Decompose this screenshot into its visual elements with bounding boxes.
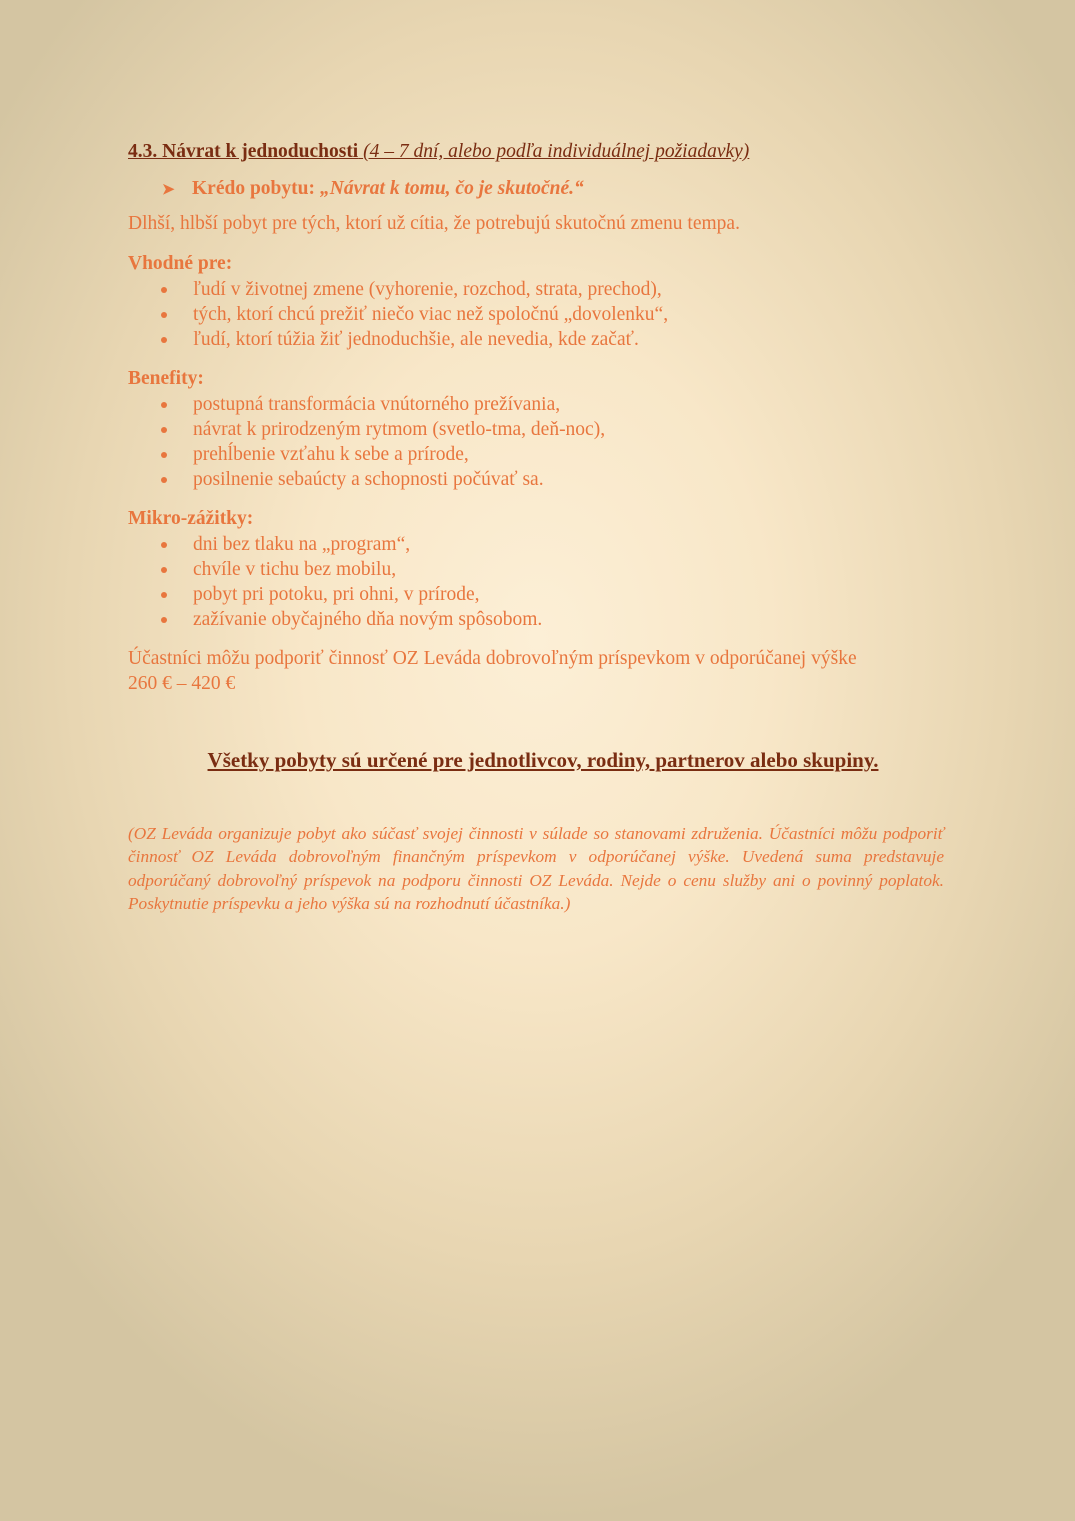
- bullet-dot-icon: [161, 312, 167, 318]
- section-title: [128, 138, 944, 166]
- list-item-text: zažívanie obyčajného dňa novým spôsobom.: [193, 609, 543, 630]
- bullet-dot-icon: [161, 337, 167, 343]
- contribution-text: Účastníci môžu podporiť činnosť OZ Leváda dobrovoľným príspevkom v odporúčanej výške: [128, 648, 857, 669]
- list-item: [128, 607, 944, 632]
- list-item: [128, 582, 944, 607]
- disclaimer-paragraph: (OZ Leváda organizuje pobyt ako súčasť svojej činnosti v súlade so stanovami združenia. Účastníci môžu podporiť činnosť OZ Leváda dobrovoľným finančným príspevkom v odporúčanej výške. Uvedená suma predstavuje odporúčaný dobrovoľný príspevok na podporu činnosti OZ Leváda. Nejde o cenu služby ani o povinný poplatok. Poskytnutie príspevku a jeho výška sú na rozhodnutí účastníka.): [128, 824, 944, 913]
- micro-experiences-list: [128, 532, 944, 632]
- bullet-dot-icon: [161, 477, 167, 483]
- list-item-text: dni bez tlaku na „program“,: [193, 534, 411, 555]
- list-item-text: návrat k prirodzeným rytmom (svetlo-tma, deň-noc),: [193, 419, 606, 440]
- list-item-text: pobyt pri potoku, pri ohni, v prírode,: [193, 584, 480, 605]
- list-item: [128, 417, 944, 442]
- contribution-paragraph: [128, 646, 944, 696]
- list-item-text: postupná transformácia vnútorného prežívania,: [193, 394, 561, 415]
- list-item: [128, 277, 944, 302]
- list-item: [128, 557, 944, 582]
- document-page: [128, 138, 944, 915]
- benefits-heading: Benefity:: [128, 368, 204, 389]
- intro-text: Dlhší, hlbší pobyt pre tých, ktorí už cítia, že potrebujú skutočnú zmenu tempa.: [128, 213, 740, 234]
- bullet-dot-icon: [161, 592, 167, 598]
- bullet-dot-icon: [161, 287, 167, 293]
- bullet-dot-icon: [161, 617, 167, 623]
- arrow-right-icon: ➤: [162, 182, 175, 198]
- list-item-text: tých, ktorí chcú prežiť niečo viac než spoločnú „dovolenku“,: [193, 304, 669, 325]
- bullet-dot-icon: [161, 567, 167, 573]
- section-duration: (4 – 7 dní, alebo podľa individuálnej požiadavky): [363, 141, 750, 162]
- list-item-text: ľudí, ktorí túžia žiť jednoduchšie, ale nevedia, kde začať.: [193, 329, 639, 350]
- list-item: [128, 392, 944, 417]
- list-item-text: posilnenie sebaúcty a schopnosti počúvať sa.: [193, 469, 544, 490]
- suitable-list: [128, 277, 944, 352]
- bullet-dot-icon: [161, 427, 167, 433]
- list-item: [128, 467, 944, 492]
- credo-quote: „Návrat k tomu, čo je skutočné.“: [319, 178, 584, 199]
- micro-experiences-heading: Mikro-zážitky:: [128, 508, 254, 529]
- credo-label: Krédo pobytu:: [192, 178, 315, 199]
- section-number-title: 4.3. Návrat k jednoduchosti: [128, 141, 359, 162]
- all-stays-statement: Všetky pobyty sú určené pre jednotlivcov, rodiny, partnerov alebo skupiny.: [207, 748, 879, 772]
- list-item-text: ľudí v životnej zmene (vyhorenie, rozchod, strata, prechod),: [193, 279, 662, 300]
- list-item-text: chvíle v tichu bez mobilu,: [193, 559, 397, 580]
- list-item: [128, 327, 944, 352]
- bullet-dot-icon: [161, 542, 167, 548]
- suitable-heading: Vhodné pre:: [128, 253, 233, 274]
- bullet-dot-icon: [161, 452, 167, 458]
- list-item-text: prehĺbenie vzťahu k sebe a prírode,: [193, 444, 469, 465]
- benefits-list: [128, 392, 944, 492]
- contribution-range: 260 € – 420 €: [128, 673, 236, 694]
- credo-line: [162, 176, 944, 203]
- bullet-dot-icon: [161, 402, 167, 408]
- list-item: [128, 532, 944, 557]
- list-item: [128, 442, 944, 467]
- list-item: [128, 302, 944, 327]
